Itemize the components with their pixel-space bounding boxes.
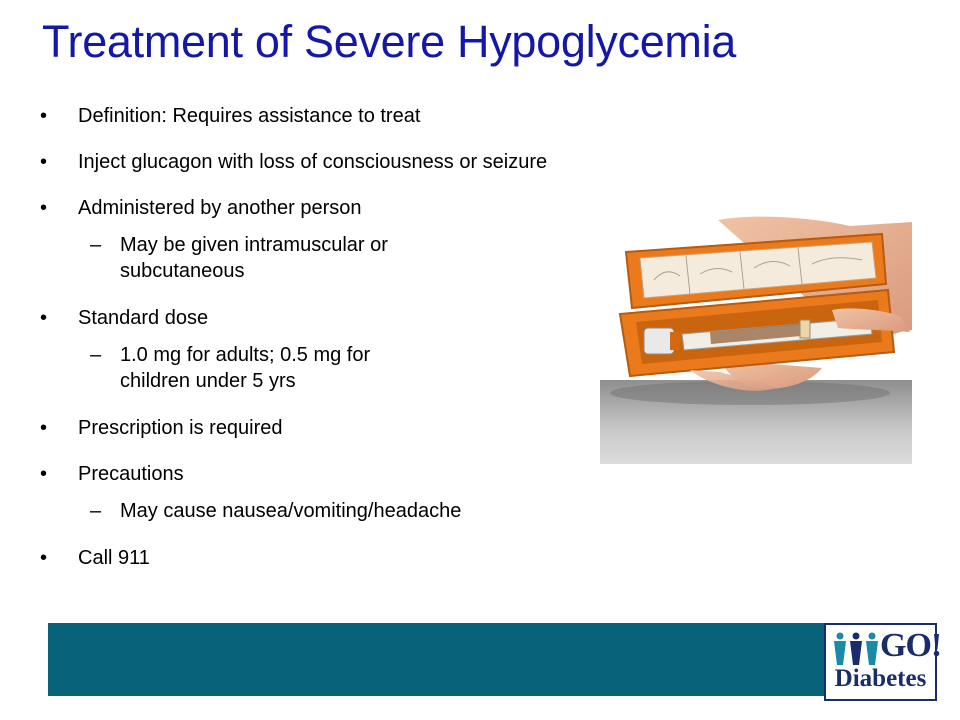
bullet-text: Standard dose — [78, 307, 209, 329]
logo-name-text: Diabetes — [834, 665, 927, 692]
bullet-list — [40, 103, 580, 591]
logo-go-text: GO! — [880, 627, 942, 664]
bullet-glyph: • — [40, 463, 48, 485]
bullet-glyph: • — [40, 307, 48, 329]
footer-band — [48, 623, 824, 696]
bullet-item — [40, 305, 580, 331]
sub-bullet-text: 1.0 mg for adults; 0.5 mg for children under 5 yrs — [120, 344, 371, 392]
bullet-glyph: • — [40, 151, 48, 173]
sub-bullet-text: May cause nausea/vomiting/headache — [120, 500, 462, 522]
bullet-item — [40, 103, 580, 129]
bullet-text: Administered by another person — [78, 197, 362, 219]
bullet-text: Inject glucagon with loss of consciousness or seizure — [78, 151, 548, 173]
sub-bullet-item — [40, 498, 580, 524]
sub-bullet-item — [40, 232, 410, 284]
sub-bullet-glyph: – — [90, 234, 102, 256]
bullet-glyph: • — [40, 197, 48, 219]
sub-bullet-item — [40, 342, 420, 394]
bullet-item — [40, 415, 580, 441]
bullet-glyph: • — [40, 547, 48, 569]
sub-bullet-text: May be given intramuscular or subcutaneous — [120, 234, 388, 282]
bullet-text: Precautions — [78, 463, 184, 485]
bullet-item — [40, 545, 580, 571]
glucagon-kit-illustration — [600, 210, 912, 464]
go-diabetes-logo — [824, 623, 942, 701]
bullet-text: Definition: Requires assistance to treat — [78, 105, 421, 127]
bullet-glyph: • — [40, 105, 48, 127]
bullet-text: Prescription is required — [78, 417, 283, 439]
slide-title: Treatment of Severe Hypoglycemia — [42, 16, 737, 67]
sub-bullet-glyph: – — [90, 500, 102, 522]
bullet-item — [40, 461, 580, 487]
glucagon-kit-photo — [600, 210, 912, 464]
bullet-text: Call 911 — [78, 547, 150, 569]
sub-bullet-glyph: – — [90, 344, 102, 366]
bullet-item — [40, 149, 580, 175]
people-figures-icon — [832, 631, 880, 667]
bullet-glyph: • — [40, 417, 48, 439]
bullet-item — [40, 195, 580, 221]
